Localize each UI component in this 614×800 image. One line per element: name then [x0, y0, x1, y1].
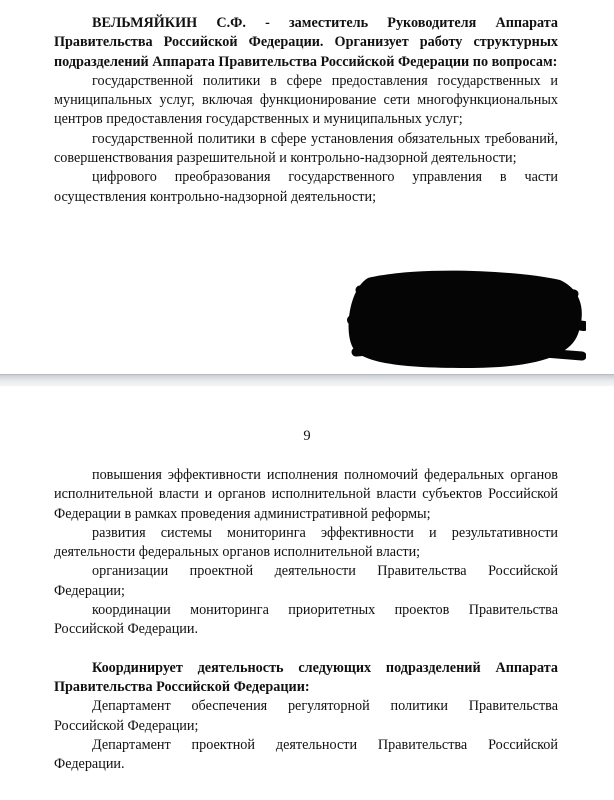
responsibility-item: государственной политики в сфере установления обязательных требований, совершенствования разрешительной и контрольно-надзорной деятельности;	[54, 130, 558, 167]
page-number: 9	[303, 428, 311, 444]
department-item: Департамент проектной деятельности Правительства Российской Федерации.	[54, 736, 558, 773]
responsibility-item: организации проектной деятельности Правительства Российской Федерации;	[54, 563, 558, 599]
document-page-top	[0, 0, 614, 374]
page-bottom-text	[54, 466, 558, 774]
responsibility-item: государственной политики в сфере предоставления государственных и муниципальных услуг, включая функционирование сети многофункциональных центров предоставления государственных и муниципальных услуг;	[54, 72, 558, 128]
coordination-heading: Координирует деятельность следующих подразделений Аппарата Правительства Российской Федерации:	[54, 659, 558, 695]
department-item: Департамент обеспечения регуляторной политики Правительства Российской Федерации;	[54, 698, 558, 734]
official-heading-paragraph: ВЕЛЬМЯЙКИН С.Ф. - заместитель Руководителя Аппарата Правительства Российской Федерации. Организует работу структурных подразделений Аппарата Правительства Российской Федерации по вопросам:	[54, 15, 558, 70]
responsibility-item: цифрового преобразования государственного управления в части осуществления контрольно-надзорной деятельности;	[54, 169, 558, 205]
responsibility-item: повышения эффективности исполнения полномочий федеральных органов исполнительной власти и органов исполнительной власти субъектов Российской Федерации в рамках проведения административной реформы;	[54, 467, 558, 522]
page-top-text	[54, 14, 558, 207]
responsibility-item: координации мониторинга приоритетных проектов Правительства Российской Федерации.	[54, 602, 558, 638]
redaction-scribble	[346, 268, 586, 370]
responsibility-item: развития системы мониторинга эффективности и результативности деятельности федеральных органов исполнительной власти;	[54, 524, 558, 561]
document-page-bottom	[0, 386, 614, 800]
